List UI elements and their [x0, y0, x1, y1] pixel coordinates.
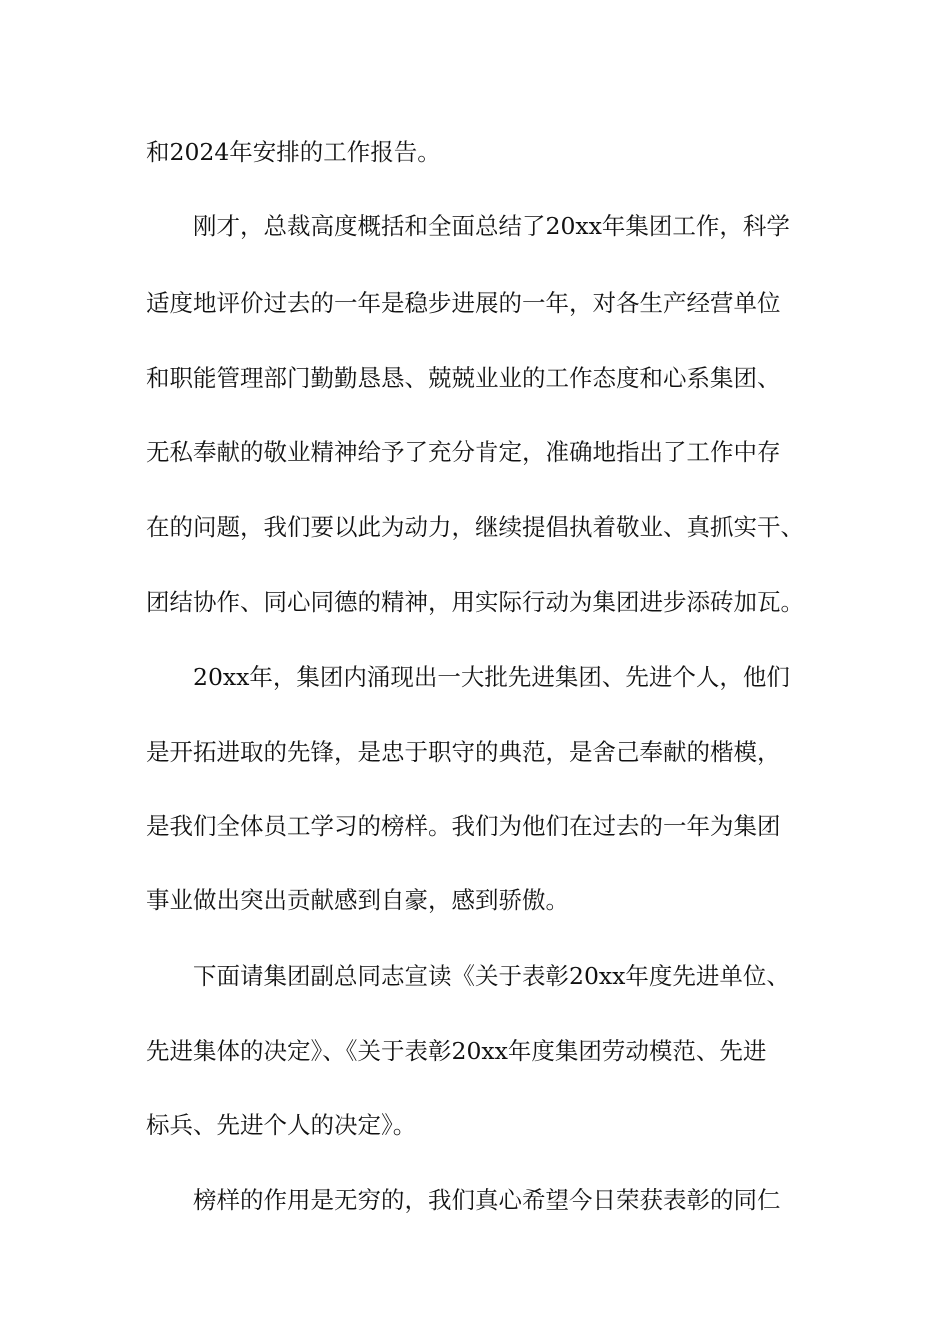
- text-line: 适度地评价过去的一年是稳步进展的一年，对各生产经营单位: [146, 289, 781, 317]
- text-line: 和职能管理部门勤勤恳恳、兢兢业业的工作态度和心系集团、: [146, 364, 781, 392]
- text-line: 在的问题，我们要以此为动力，继续提倡执着敬业、真抓实干、: [146, 513, 804, 541]
- text-line: 是我们全体员工学习的榜样。我们为他们在过去的一年为集团: [146, 812, 781, 840]
- text-line: 是开拓进取的先锋，是忠于职守的典范，是舍己奉献的楷模，: [146, 738, 781, 766]
- text-line: 和2024年安排的工作报告。: [146, 138, 441, 166]
- paragraph-start: 下面请集团副总同志宣读《关于表彰20xx年度先进单位、: [193, 962, 790, 990]
- text-line: 事业做出突出贡献感到自豪，感到骄傲。: [146, 886, 569, 914]
- text-line: 团结协作、同心同德的精神，用实际行动为集团进步添砖加瓦。: [146, 588, 804, 616]
- paragraph-start: 20xx年，集团内涌现出一大批先进集团、先进个人，他们: [193, 663, 790, 691]
- text-line: 先进集体的决定》、《关于表彰20xx年度集团劳动模范、先进: [146, 1037, 767, 1065]
- paragraph-start: 刚才，总裁高度概括和全面总结了20xx年集团工作，科学: [193, 212, 790, 240]
- text-line: 无私奉献的敬业精神给予了充分肯定，准确地指出了工作中存: [146, 438, 781, 466]
- text-line: 标兵、先进个人的决定》。: [146, 1111, 417, 1139]
- paragraph-start: 榜样的作用是无穷的，我们真心希望今日荣获表彰的同仁: [193, 1186, 781, 1214]
